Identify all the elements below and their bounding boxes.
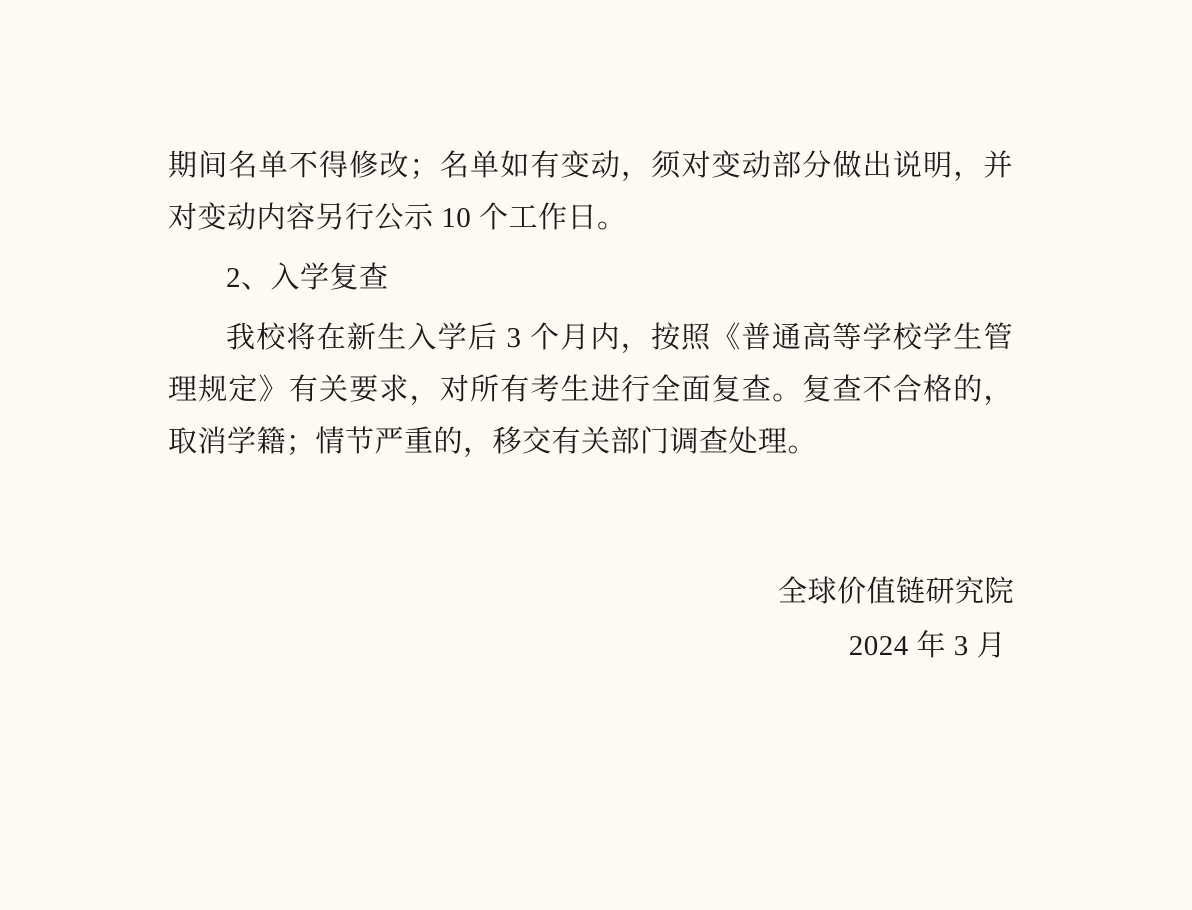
signature-organization: 全球价值链研究院: [777, 576, 1014, 608]
document-body: [168, 140, 1013, 468]
paragraph-spacer: [168, 304, 1013, 312]
signature-block: [594, 565, 1014, 673]
paragraph-spacer: [168, 244, 1013, 252]
paragraph-continuation: 期间名单不得修改；名单如有变动，须对变动部分做出说明，并对变动内容另行公示 10 个工作日。: [168, 150, 1013, 234]
section-heading-enrollment-review: 2、入学复查: [226, 262, 389, 294]
signature-date: 2024 年 3 月: [848, 630, 1006, 662]
paragraph-enrollment-review-detail: 我校将在新生入学后 3 个月内，按照《普通高等学校学生管理规定》有关要求，对所有考生进行全面复查。复查不合格的，取消学籍；情节严重的，移交有关部门调查处理。: [168, 322, 1013, 458]
